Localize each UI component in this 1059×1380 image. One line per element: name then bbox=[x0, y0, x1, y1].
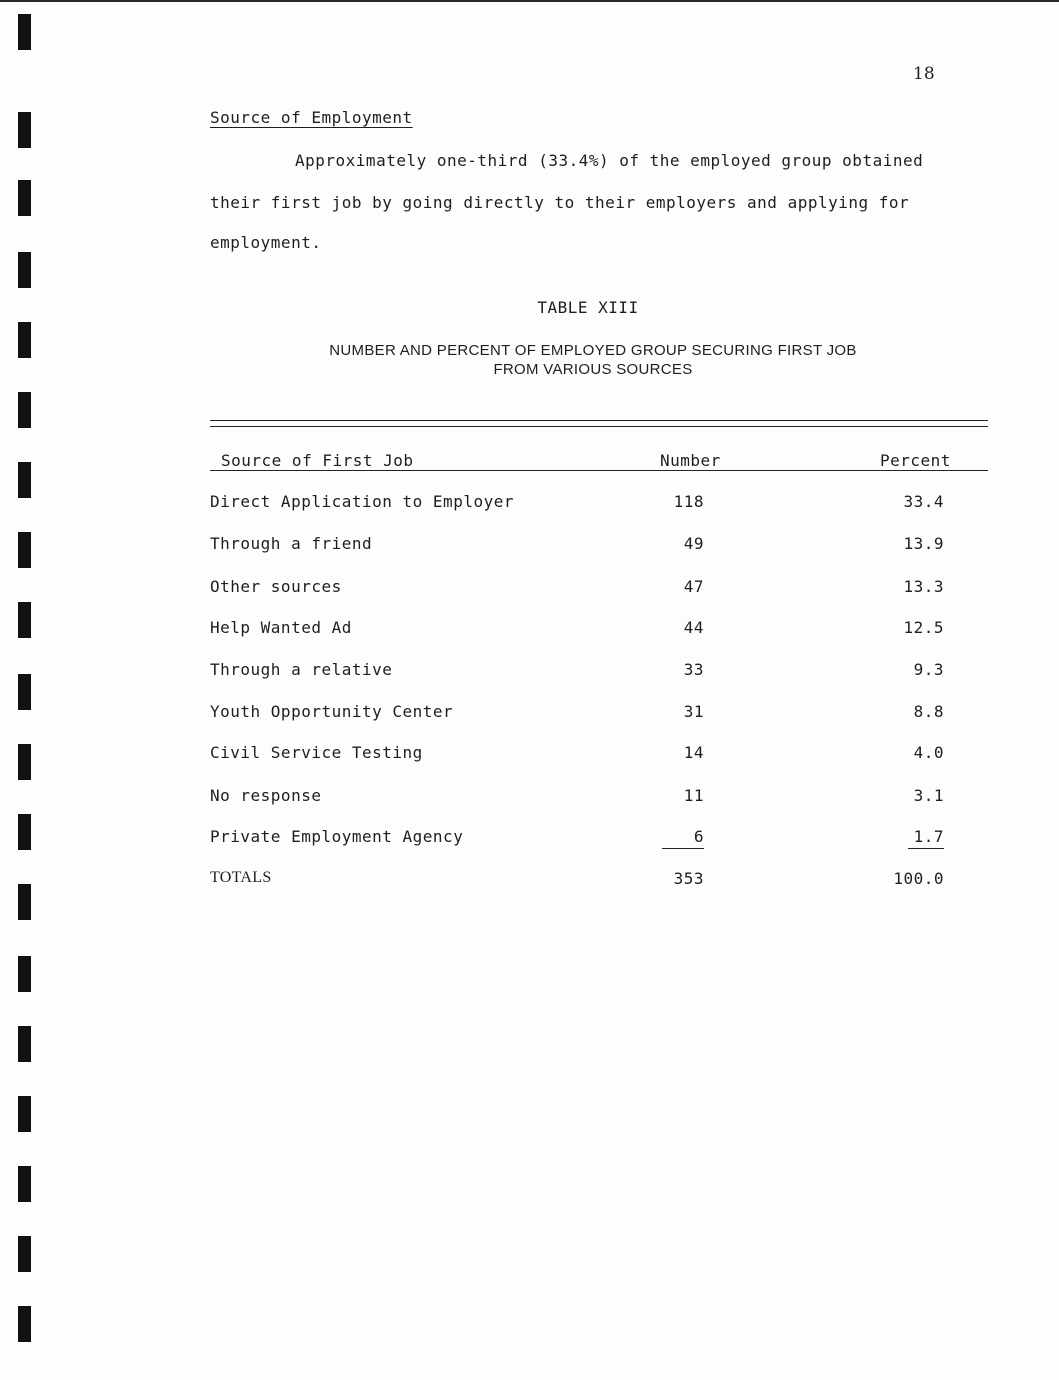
row-number-cell bbox=[640, 827, 704, 846]
row-source: Youth Opportunity Center bbox=[210, 702, 454, 721]
table-row bbox=[0, 492, 1059, 516]
page-top-edge bbox=[0, 0, 1059, 2]
table-caption-line-2: FROM VARIOUS SOURCES bbox=[493, 361, 693, 378]
header-rule bbox=[210, 470, 988, 471]
table-row bbox=[0, 702, 1059, 726]
row-source: Other sources bbox=[210, 577, 342, 596]
table-top-rule bbox=[210, 420, 988, 421]
paragraph-line-2: their first job by going directly to their employers and applying for bbox=[210, 193, 910, 212]
table-row bbox=[0, 618, 1059, 642]
row-number: 11 bbox=[683, 786, 704, 805]
row-percent: 13.9 bbox=[903, 534, 944, 553]
binding-mark bbox=[18, 1306, 31, 1342]
table-caption-line-1: NUMBER AND PERCENT OF EMPLOYED GROUP SECURING FIRST JOB bbox=[329, 342, 857, 359]
totals-row bbox=[0, 869, 1059, 893]
binding-mark bbox=[18, 1096, 31, 1132]
row-number: 44 bbox=[683, 618, 704, 637]
section-heading: Source of Employment bbox=[210, 108, 413, 127]
row-source: Help Wanted Ad bbox=[210, 618, 352, 637]
table-row bbox=[0, 827, 1059, 851]
row-source: Private Employment Agency bbox=[210, 827, 464, 846]
column-header-percent: Percent bbox=[880, 451, 951, 470]
row-source: Through a friend bbox=[210, 534, 373, 553]
table-top-rule bbox=[210, 426, 988, 427]
totals-number: 353 bbox=[673, 869, 704, 888]
row-percent: 3.1 bbox=[913, 786, 944, 805]
binding-mark bbox=[18, 14, 31, 50]
table-row bbox=[0, 577, 1059, 601]
row-source: No response bbox=[210, 786, 322, 805]
table-caption bbox=[300, 341, 886, 379]
binding-mark bbox=[18, 1166, 31, 1202]
row-percent: 8.8 bbox=[913, 702, 944, 721]
row-percent: 1.7 bbox=[908, 827, 944, 849]
table-row bbox=[0, 786, 1059, 810]
row-percent: 13.3 bbox=[903, 577, 944, 596]
row-number: 47 bbox=[683, 577, 704, 596]
row-number: 49 bbox=[683, 534, 704, 553]
binding-mark bbox=[18, 180, 31, 216]
binding-mark bbox=[18, 1236, 31, 1272]
row-number: 118 bbox=[673, 492, 704, 511]
binding-mark bbox=[18, 1026, 31, 1062]
row-number: 14 bbox=[683, 743, 704, 762]
row-percent: 4.0 bbox=[913, 743, 944, 762]
paragraph-line-3: employment. bbox=[210, 233, 322, 252]
column-header-source: Source of First Job bbox=[221, 451, 414, 470]
table-row bbox=[0, 660, 1059, 684]
table-number: TABLE XIII bbox=[537, 298, 639, 317]
row-number: 31 bbox=[683, 702, 704, 721]
column-header-number: Number bbox=[660, 451, 721, 470]
binding-mark bbox=[18, 322, 31, 358]
row-source: Through a relative bbox=[210, 660, 393, 679]
binding-mark bbox=[18, 252, 31, 288]
totals-percent: 100.0 bbox=[893, 869, 944, 888]
row-source: Civil Service Testing bbox=[210, 743, 423, 762]
row-percent: 12.5 bbox=[903, 618, 944, 637]
row-number: 6 bbox=[662, 827, 704, 849]
table-row bbox=[0, 534, 1059, 558]
row-source: Direct Application to Employer bbox=[210, 492, 514, 511]
binding-mark bbox=[18, 956, 31, 992]
table-row bbox=[0, 743, 1059, 767]
row-percent: 33.4 bbox=[903, 492, 944, 511]
paragraph-line-1: Approximately one-third (33.4%) of the employed group obtained bbox=[295, 151, 924, 170]
row-percent-cell bbox=[860, 827, 944, 846]
binding-mark bbox=[18, 112, 31, 148]
page-number: 18 bbox=[913, 64, 935, 84]
row-number: 33 bbox=[683, 660, 704, 679]
binding-mark bbox=[18, 392, 31, 428]
row-percent: 9.3 bbox=[913, 660, 944, 679]
totals-label: TOTALS bbox=[210, 869, 272, 886]
